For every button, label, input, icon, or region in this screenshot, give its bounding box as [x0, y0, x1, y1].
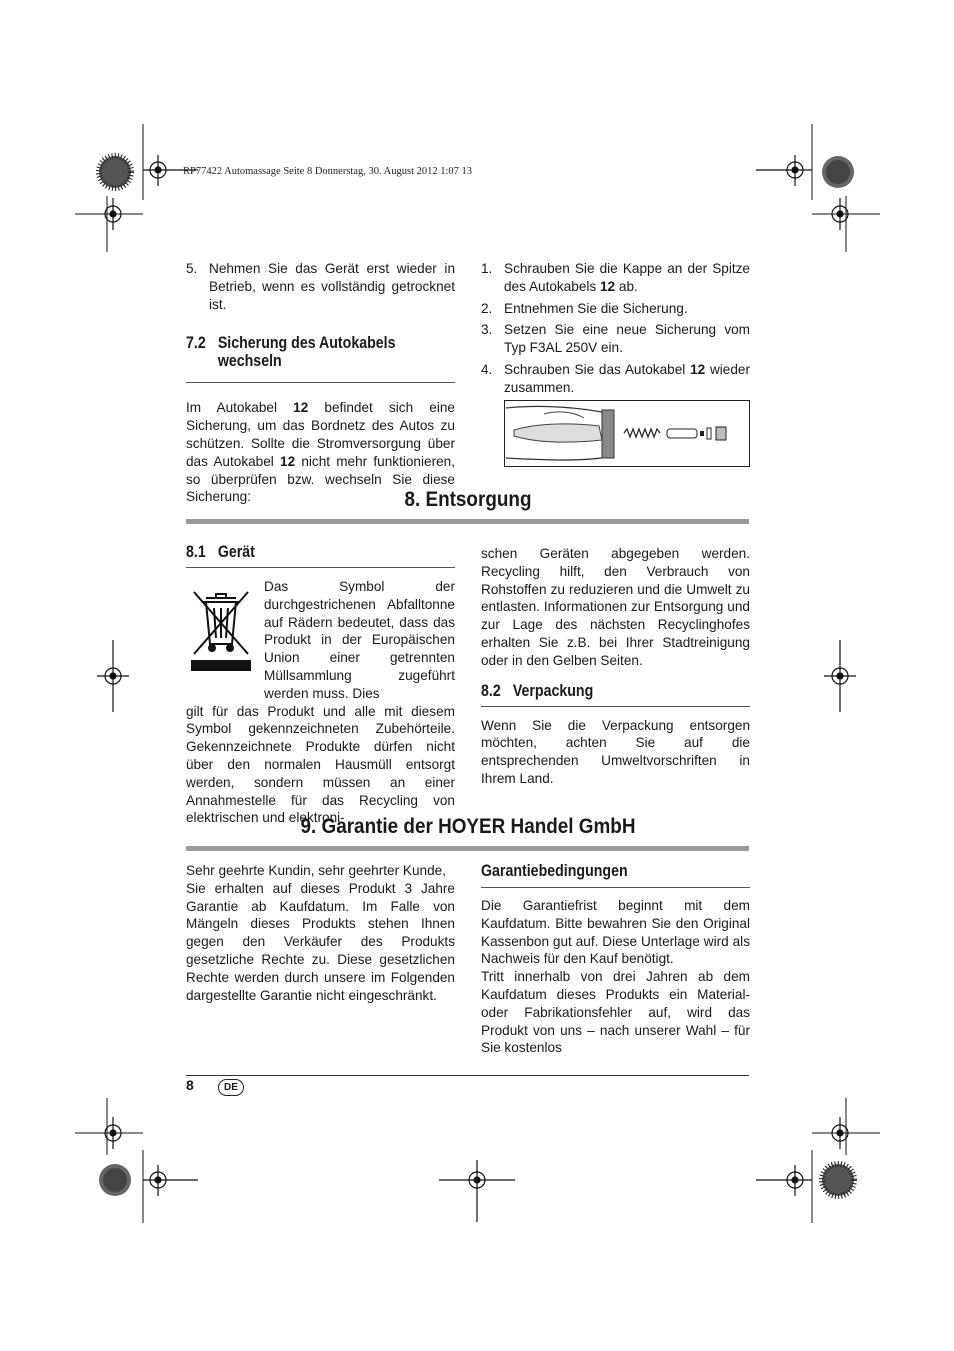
- left-column-9: Sehr geehrte Kundin, sehr geehrter Kunde, Sie erhalten auf dieses Produkt 3 Jahre Garantie ab Kaufdatum. Im Falle von Mängeln dieses Produkts stehen Ihnen gegen den Verkäufer des Produkts gesetzliche Rechte zu. Diese gesetzlichen Rechte werden durch unsere im Folgenden dargestellte Garantie nicht eingeschränkt.: [186, 863, 455, 1003]
- heading-8-1: 8.1 Gerät: [186, 543, 455, 568]
- registration-target-icon: [824, 640, 856, 712]
- language-badge: DE: [218, 1079, 244, 1096]
- color-wheel-icon: [822, 156, 854, 188]
- right-column-8: schen Geräten abgegeben werden. Recycling hilft, den Verbrauch von Rohstoffen zu reduzieren und die Umwelt zu entlasten. Informationen zur Entsorgung und zur Lage des nächsten Recyclinghofes erhalten Sie z.B. bei Ihrer Stadtreinigung oder in den Gelben Seiten. 8.2 Verpackung Wenn Sie die Verpackung entsorgen möchten, achten Sie auf die entsprechenden Umweltvorschriften in Ihrem Land.: [481, 546, 750, 786]
- fuse-intro: Im Autokabel 12 befindet sich eine Sicherung, um das Bordnetz des Autos zu schützen. Sollte die Stromversorgung über das Autokabel 12 nicht mehr funktionieren, so überprüfen bzw. wechseln Sie diese Sicherung:: [186, 400, 455, 505]
- list-item: 5. Nehmen Sie das Gerät erst wieder in Betrieb, wenn es vollständig getrocknet ist.: [186, 261, 455, 312]
- section-9-title: 9. Garantie der HOYER Handel GmbH: [300, 815, 636, 838]
- list-item: 1. Schrauben Sie die Kappe an der Spitze des Autokabels 12 ab.: [481, 261, 750, 294]
- section-8-title: 8. Entsorgung: [404, 488, 532, 511]
- registration-target-icon: [439, 1160, 515, 1222]
- registration-target-icon: [756, 1165, 812, 1196]
- page-number: 8: [186, 1077, 194, 1093]
- section-8-bar: [186, 519, 749, 524]
- fuse-steps: [481, 260, 750, 397]
- list-item: 4. Schrauben Sie das Autokabel 12 wieder zusammen.: [481, 361, 750, 395]
- registration-target-icon: [143, 1165, 198, 1196]
- list-item: 2. Entnehmen Sie die Sicherung.: [481, 300, 688, 316]
- footer-rule: [186, 1075, 749, 1076]
- fuse-diagram: [504, 400, 750, 467]
- color-wheel-icon: [822, 1164, 854, 1196]
- left-column-8: 8.1 Gerät Das Symbol der durchgestrichenen Abfalltonne auf Rädern bedeutet, dass das Produkt in der Europäischen Union einer getrennten Müllsammlung zugeführt werden muss. Dies gilt für das Produkt und alle mit diesem Symbol gekennzeichneten Zubehörteile. Gekennzeichnete Produkte dürfen nicht über den normalen Hausmüll entsorgt werden, sondern müssen an einer Annahmestelle für das Recycling von elektrischen und elektroni-: [186, 543, 455, 826]
- color-wheel-icon: [99, 156, 131, 188]
- color-wheel-icon: [99, 1164, 131, 1196]
- right-column-9: Garantiebedingungen Die Garantiefrist beginnt mit dem Kaufdatum. Bitte bewahren Sie den Original Kassenbon gut auf. Diese Unterlage wird als Nachweis für den Kauf benötigt. Tritt innerhalb von drei Jahren ab dem Kaufdatum dieses Produkts ein Material- oder Fabrikationsfehler auf, wird das Produkt von uns – nach unserer Wahl – für Sie kostenlos: [481, 862, 750, 1056]
- cleaning-steps: [186, 260, 455, 313]
- left-column-top: [186, 260, 455, 506]
- heading-guarantee-terms: Garantiebedingungen: [481, 862, 750, 888]
- print-slug: RP77422 Automassage Seite 8 Donnerstag, 30. August 2012 1:07 13: [183, 166, 473, 177]
- registration-target-icon: [756, 155, 812, 186]
- heading-8-2: 8.2 Verpackung: [481, 682, 750, 707]
- section-9-bar: [186, 846, 749, 851]
- list-item: 3. Setzen Sie eine neue Sicherung vom Typ F3AL 250V ein.: [481, 322, 750, 356]
- registration-target-icon: [97, 640, 129, 712]
- heading-7-2: 7.2 Sicherung des Autokabels wechseln: [186, 334, 455, 383]
- right-column-top: [481, 260, 750, 397]
- crossed-bin-icon: [188, 584, 254, 676]
